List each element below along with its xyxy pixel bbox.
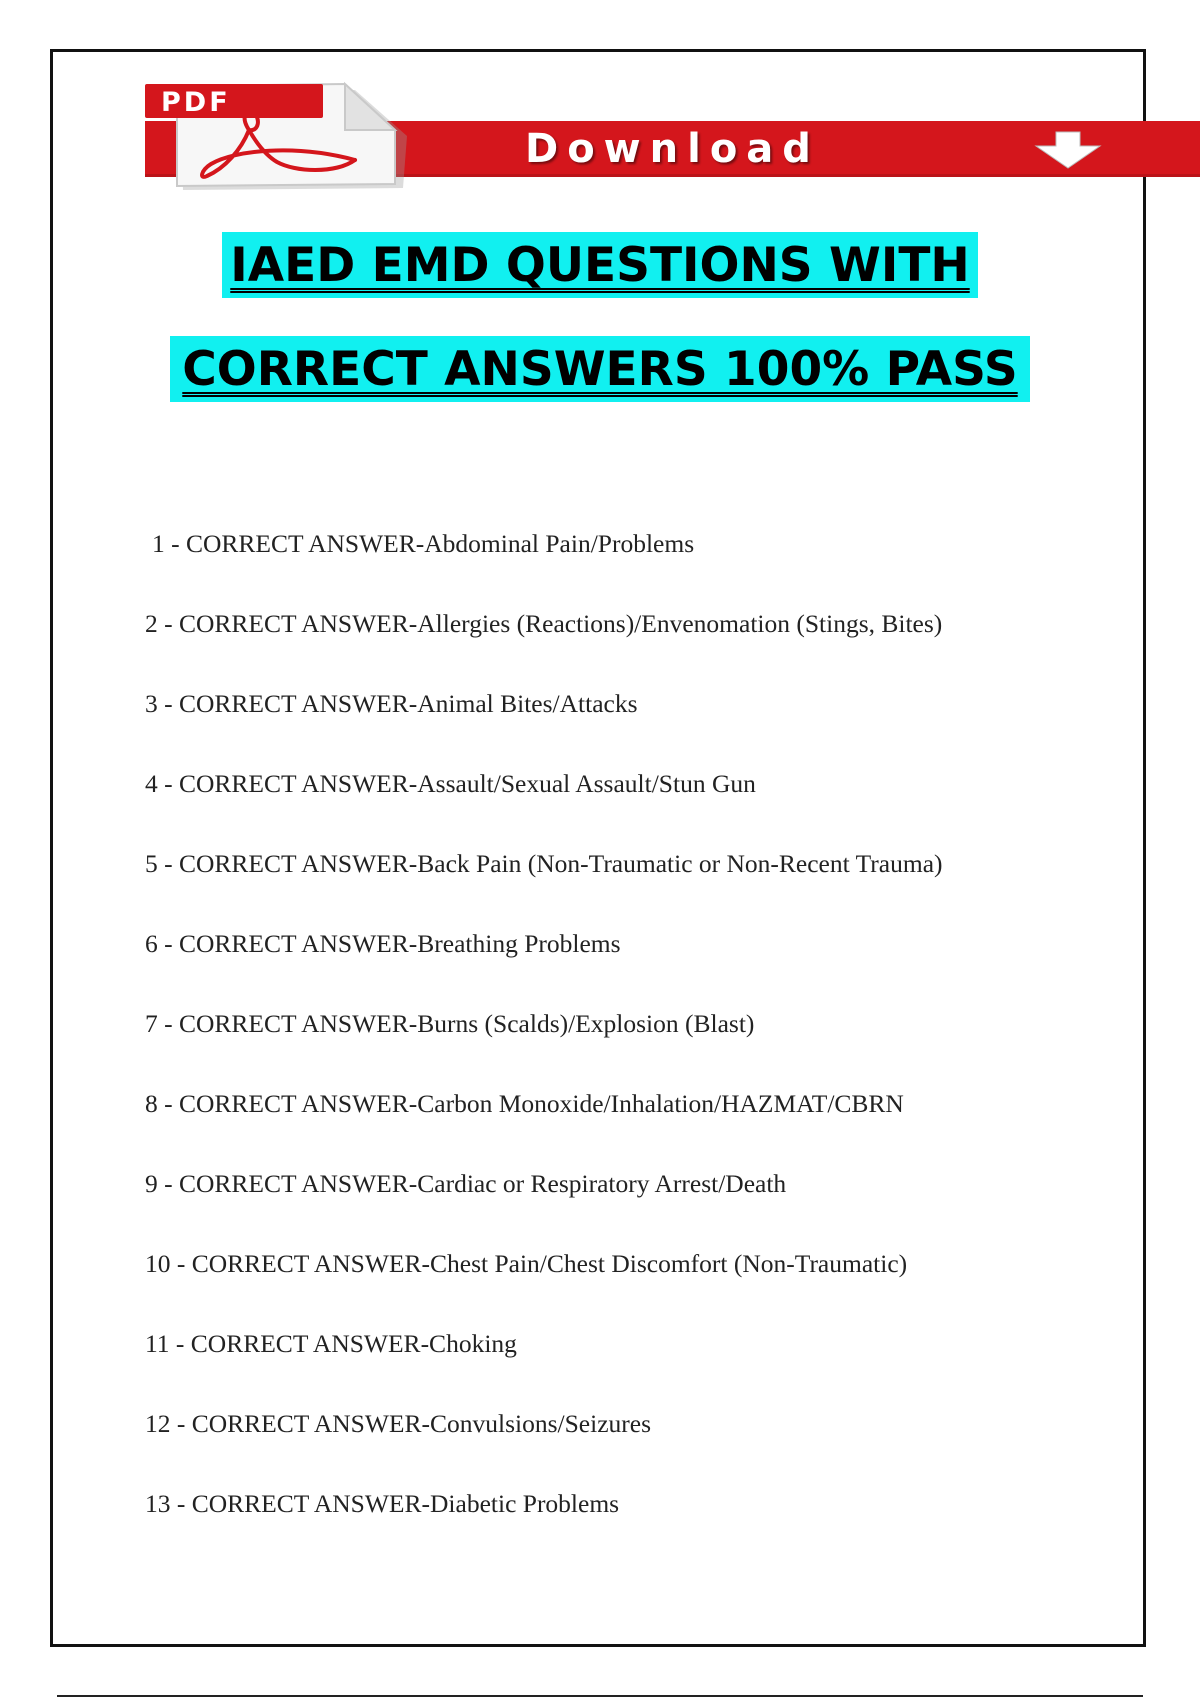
list-item: 5 - CORRECT ANSWER-Back Pain (Non-Traumatic or Non-Recent Trauma) <box>145 849 943 878</box>
title-line-2: CORRECT ANSWERS 100% PASS <box>170 336 1030 402</box>
answer-list <box>145 522 943 1562</box>
list-item: 10 - CORRECT ANSWER-Chest Pain/Chest Discomfort (Non-Traumatic) <box>145 1249 908 1278</box>
list-item: 12 - CORRECT ANSWER-Convulsions/Seizures <box>145 1409 652 1438</box>
list-item: 4 - CORRECT ANSWER-Assault/Sexual Assault/Stun Gun <box>145 769 756 798</box>
footer-divider <box>57 1695 1143 1697</box>
list-item: 8 - CORRECT ANSWER-Carbon Monoxide/Inhalation/HAZMAT/CBRN <box>145 1089 904 1118</box>
title-line-1: IAED EMD QUESTIONS WITH <box>222 232 978 298</box>
list-item: 3 - CORRECT ANSWER-Animal Bites/Attacks <box>145 689 638 718</box>
list-item: 1 - CORRECT ANSWER-Abdominal Pain/Problems <box>152 529 695 558</box>
list-item: 9 - CORRECT ANSWER-Cardiac or Respiratory Arrest/Death <box>145 1169 787 1198</box>
pdf-download-banner[interactable] <box>145 78 1200 193</box>
download-label[interactable]: Download <box>525 126 820 172</box>
pdf-label-tab <box>145 84 323 118</box>
pdf-label: PDF <box>161 87 231 118</box>
download-arrow-icon[interactable] <box>1030 130 1106 170</box>
list-item: 6 - CORRECT ANSWER-Breathing Problems <box>145 929 621 958</box>
pdf-document-icon <box>145 78 415 193</box>
list-item: 11 - CORRECT ANSWER-Choking <box>145 1329 517 1358</box>
list-item: 2 - CORRECT ANSWER-Allergies (Reactions)/Envenomation (Stings, Bites) <box>145 609 943 638</box>
list-item: 7 - CORRECT ANSWER-Burns (Scalds)/Explosion (Blast) <box>145 1009 755 1038</box>
list-item: 13 - CORRECT ANSWER-Diabetic Problems <box>145 1489 620 1518</box>
